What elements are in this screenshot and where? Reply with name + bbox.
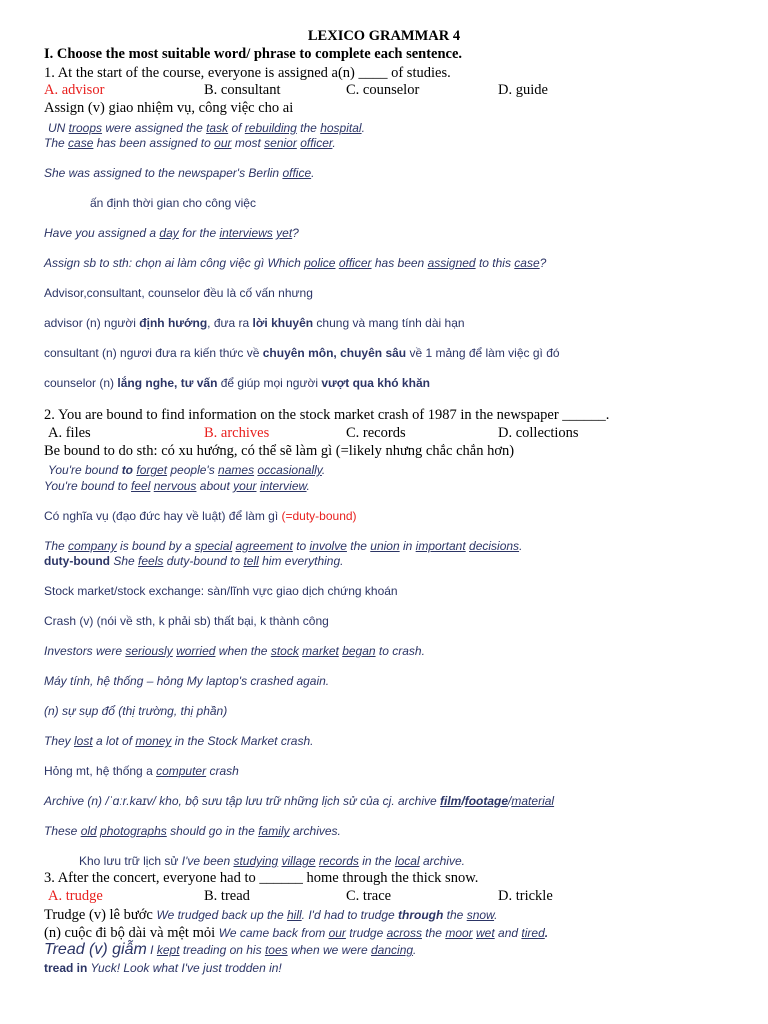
note-consultant: consultant (n) ngươi đưa ra kiến thức về chuyên môn, chuyên sâu về 1 mảng để làm việc gì đó — [44, 346, 560, 360]
note-trudge-noun: (n) cuộc đi bộ dài và mệt mỏi We came back from our trudge across the moor wet and tired. — [44, 925, 549, 941]
note-tread-in: tread in Yuck! Look what I've just trodden in! — [44, 961, 282, 975]
note-duty-bound: Có nghĩa vụ (đạo đức hay về luật) để làm gì (=duty-bound) — [44, 509, 357, 523]
q2-option-d: D. collections — [498, 425, 579, 441]
example-investors-worried: Investors were seriously worried when the stock market began to crash. — [44, 644, 425, 658]
question-2: 2. You are bound to find information on the stock market crash of 1987 in the newspaper ______. — [44, 407, 610, 423]
example-bound-feel: You're bound to feel nervous about your interview. — [44, 479, 310, 493]
q3-option-a-answer: A. trudge — [48, 888, 103, 904]
document-title: LEXICO GRAMMAR 4 — [307, 28, 461, 44]
q1-option-b: B. consultant — [204, 82, 281, 98]
example-company-bound: The company is bound by a special agreement to involve the union in important decisions. — [44, 539, 523, 553]
example-old-photographs: These old photographs should go in the family archives. — [44, 824, 341, 838]
note-archive-noun: Archive (n) /ˈɑːr.kaɪv/ kho, bộ sưu tập lưu trữ những lịch sử của cj. archive film/footage/material — [44, 794, 555, 808]
example-bound-forget: You're bound to forget people's names occasionally. — [48, 463, 326, 477]
q1-option-d: D. guide — [498, 82, 548, 98]
note-tread: Tread (v) giẫm I kept treading on his toes when we were dancing. — [44, 941, 417, 958]
q1-option-a-answer: A. advisor — [44, 82, 105, 98]
example-un-troops: UN troops were assigned the task of rebuilding the hospital. — [48, 121, 365, 135]
example-assigned-day: Have you assigned a day for the interviews yet? — [44, 226, 299, 240]
question-1: 1. At the start of the course, everyone is assigned a(n) ____ of studies. — [44, 65, 451, 81]
example-lost-money: They lost a lot of money in the Stock Market crash. — [44, 734, 314, 748]
section-instruction: I. Choose the most suitable word/ phrase to complete each sentence. — [44, 46, 463, 62]
example-assign-sb-to-sth: Assign sb to sth: chọn ai làm công việc gì Which police officer has been assigned to this case? — [44, 256, 547, 270]
note-assign-heading: Assign (v) giao nhiệm vụ, công việc cho ai — [44, 100, 294, 116]
note-crash-verb: Crash (v) (nói về sth, k phải sb) thất bại, k thành công — [44, 614, 329, 628]
example-duty-bound: duty-bound She feels duty-bound to tell him everything. — [44, 554, 344, 568]
note-laptop-crashed: Máy tính, hệ thống – hỏng My laptop's crashed again. — [44, 674, 330, 688]
question-3: 3. After the concert, everyone had to ______ home through the thick snow. — [44, 870, 479, 886]
note-an-dinh: ấn định thời gian cho công việc — [90, 196, 256, 210]
note-crash-noun: (n) sự sụp đổ (thị trường, thị phần) — [44, 704, 228, 718]
q3-option-c: C. trace — [346, 888, 392, 904]
example-case-assigned: The case has been assigned to our most senior officer. — [44, 136, 336, 150]
q2-option-b-answer: B. archives — [204, 425, 270, 441]
q3-option-d: D. trickle — [498, 888, 553, 904]
note-trudge: Trudge (v) lê bước We trudged back up the hill. I'd had to trudge through the snow. — [44, 907, 498, 923]
q2-option-a: A. files — [48, 425, 91, 441]
note-advisors-compare: Advisor,consultant, counselor đều là cố vấn nhưng — [44, 286, 313, 300]
q1-option-c: C. counselor — [346, 82, 420, 98]
note-stock-market: Stock market/stock exchange: sàn/lĩnh vực giao dịch chứng khoán — [44, 584, 398, 598]
q3-option-b: B. tread — [204, 888, 250, 904]
q2-option-c: C. records — [346, 425, 406, 441]
note-advisor: advisor (n) người định hướng, đưa ra lời khuyên chung và mang tính dài hạn — [44, 316, 465, 330]
example-local-archive: Kho lưu trữ lịch sử I've been studying village records in the local archive. — [79, 854, 465, 868]
note-counselor: counselor (n) lắng nghe, tư vấn để giúp mọi người vượt qua khó khăn — [44, 376, 430, 390]
note-bound-heading: Be bound to do sth: có xu hướng, có thể sẽ làm gì (=likely nhưng chắc chắn hơn) — [44, 443, 515, 459]
example-berlin-office: She was assigned to the newspaper's Berlin office. — [44, 166, 315, 180]
note-computer-crash: Hỏng mt, hệ thống a computer crash — [44, 764, 239, 778]
